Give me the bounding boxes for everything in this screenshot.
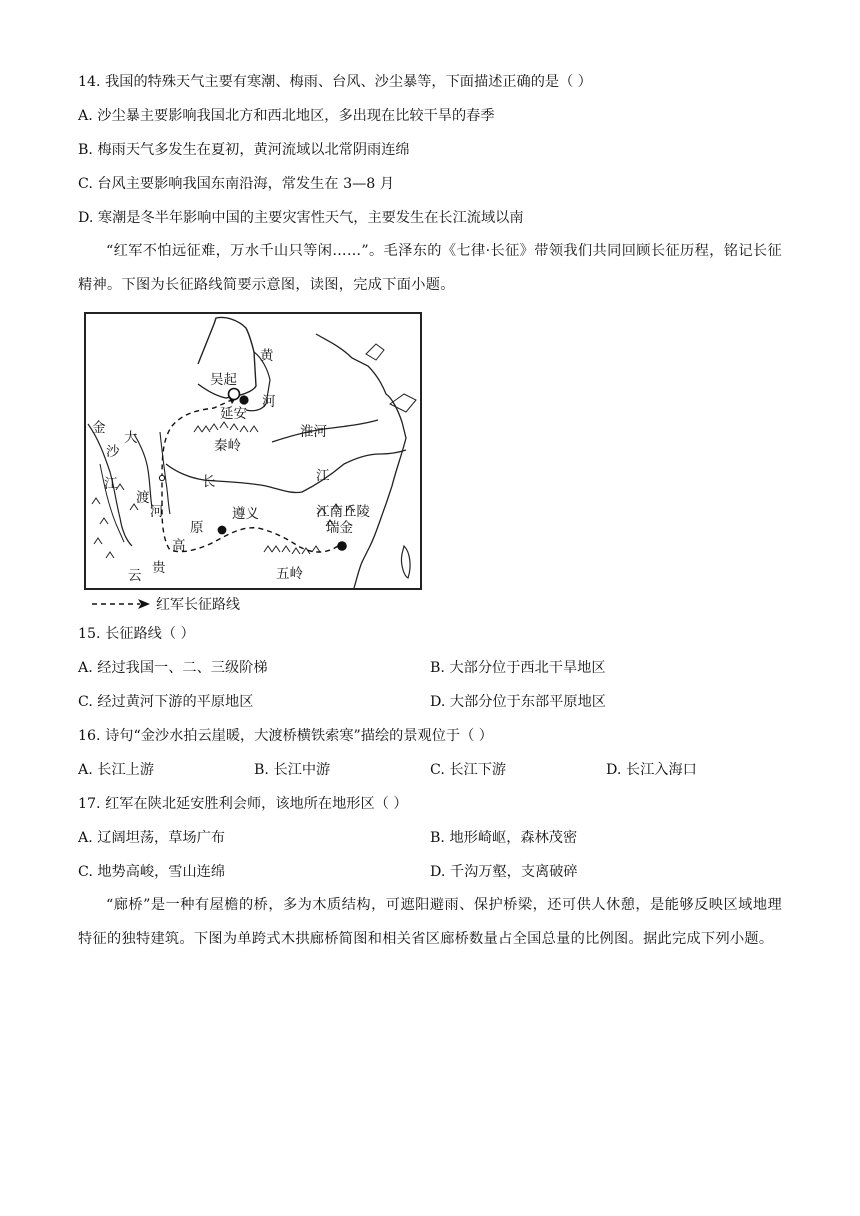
map-label-gao: 高 xyxy=(172,538,186,554)
map-label-yanan: 延安 xyxy=(220,406,247,422)
yanan-marker xyxy=(239,395,248,404)
map-label-jiang-yangtze: 江 xyxy=(316,468,330,484)
intro-covered-bridge: “廊桥”是一种有屋檐的桥，多为木质结构，可遮阳避雨、保护桥梁，还可供人休憩，是能够反映区域地理特征的独特建筑。下图为单跨式木拱廊桥简图和相关省区廊桥数量占全国总量的比例图。据此完成下列小题。 xyxy=(78,897,782,947)
q17-option-a: A. 辽阔坦荡，草场广布 xyxy=(78,830,225,846)
q16-option-a: A. 长江上游 xyxy=(78,762,155,778)
q17-option-c: C. 地势高峻，雪山连绵 xyxy=(78,864,226,880)
map-label-he-dadu: 河 xyxy=(150,504,164,520)
map-label-yuan: 原 xyxy=(190,520,204,536)
map-label-ruijin: 瑞金 xyxy=(326,520,353,536)
map-label-du: 渡 xyxy=(136,490,150,506)
q17-option-b: B. 地形崎岖，森林茂密 xyxy=(430,830,578,846)
map-label-zunyi: 遵义 xyxy=(232,506,259,522)
long-march-route-map xyxy=(84,312,422,590)
map-label-he: 河 xyxy=(262,394,276,410)
q15-option-b: B. 大部分位于西北干旱地区 xyxy=(430,660,606,676)
q15-option-d: D. 大部分位于东部平原地区 xyxy=(430,694,606,710)
map-label-gui: 贵 xyxy=(152,560,166,576)
map-label-jiangnan-hills: 江南丘陵 xyxy=(316,504,370,520)
q15-stem: 15. 长征路线（ ） xyxy=(78,626,195,642)
map-label-huaihe: 淮河 xyxy=(300,424,327,440)
q14-option-d: D. 寒潮是冬半年影响中国的主要灾害性天气，主要发生在长江流域以南 xyxy=(78,210,524,226)
zunyi-marker xyxy=(218,526,227,535)
map-label-sha: 沙 xyxy=(106,444,120,460)
map-label-wuqi: 吴起 xyxy=(210,372,237,388)
q14-stem: 14. 我国的特殊天气主要有寒潮、梅雨、台风、沙尘暴等，下面描述正确的是（ ） xyxy=(78,74,592,90)
q16-stem: 16. 诗句“金沙水拍云崖暖，大渡桥横铁索寒”描绘的景观位于（ ） xyxy=(78,728,493,744)
legend-label: 红军长征路线 xyxy=(156,597,240,613)
q14-option-b: B. 梅雨天气多发生在夏初，黄河流域以北常阴雨连绵 xyxy=(78,142,410,158)
q16-option-c: C. 长江下游 xyxy=(430,762,507,778)
ruijin-marker xyxy=(337,541,347,551)
map-label-chang: 长 xyxy=(202,474,216,490)
q16-option-b: B. 长江中游 xyxy=(254,762,331,778)
map-label-yun: 云 xyxy=(128,568,142,584)
q14-option-a: A. 沙尘暴主要影响我国北方和西北地区，多出现在比较干旱的春季 xyxy=(78,108,495,124)
q15-option-c: C. 经过黄河下游的平原地区 xyxy=(78,694,254,710)
map-label-wuling: 五岭 xyxy=(276,566,303,582)
map-label-huang: 黄 xyxy=(260,348,274,364)
map-label-qinling: 秦岭 xyxy=(214,438,241,454)
map-label-da: 大 xyxy=(124,430,138,446)
map-label-jiang-jinsha: 江 xyxy=(104,476,118,492)
map-drawing xyxy=(86,314,420,588)
intro-long-march: “红军不怕远征难，万水千山只等闲……”。毛泽东的《七律·长征》带领我们共同回顾长征历程，铭记长征精神。下图为长征路线简要示意图，读图，完成下面小题。 xyxy=(78,243,782,293)
q15-option-a: A. 经过我国一、二、三级阶梯 xyxy=(78,660,268,676)
dashed-arrow-icon xyxy=(90,598,152,610)
map-legend xyxy=(90,594,240,614)
taiwan-island xyxy=(401,546,410,578)
q17-option-d: D. 千沟万壑，支离破碎 xyxy=(430,864,578,880)
q17-stem: 17. 红军在陕北延安胜利会师，该地所在地形区（ ） xyxy=(78,796,408,812)
long-march-route xyxy=(162,398,338,552)
wuqi-marker xyxy=(229,389,240,400)
q16-option-d: D. 长江入海口 xyxy=(606,762,697,778)
map-label-jin: 金 xyxy=(92,420,106,436)
q14-option-c: C. 台风主要影响我国东南沿海，常发生在 3—8 月 xyxy=(78,176,395,192)
